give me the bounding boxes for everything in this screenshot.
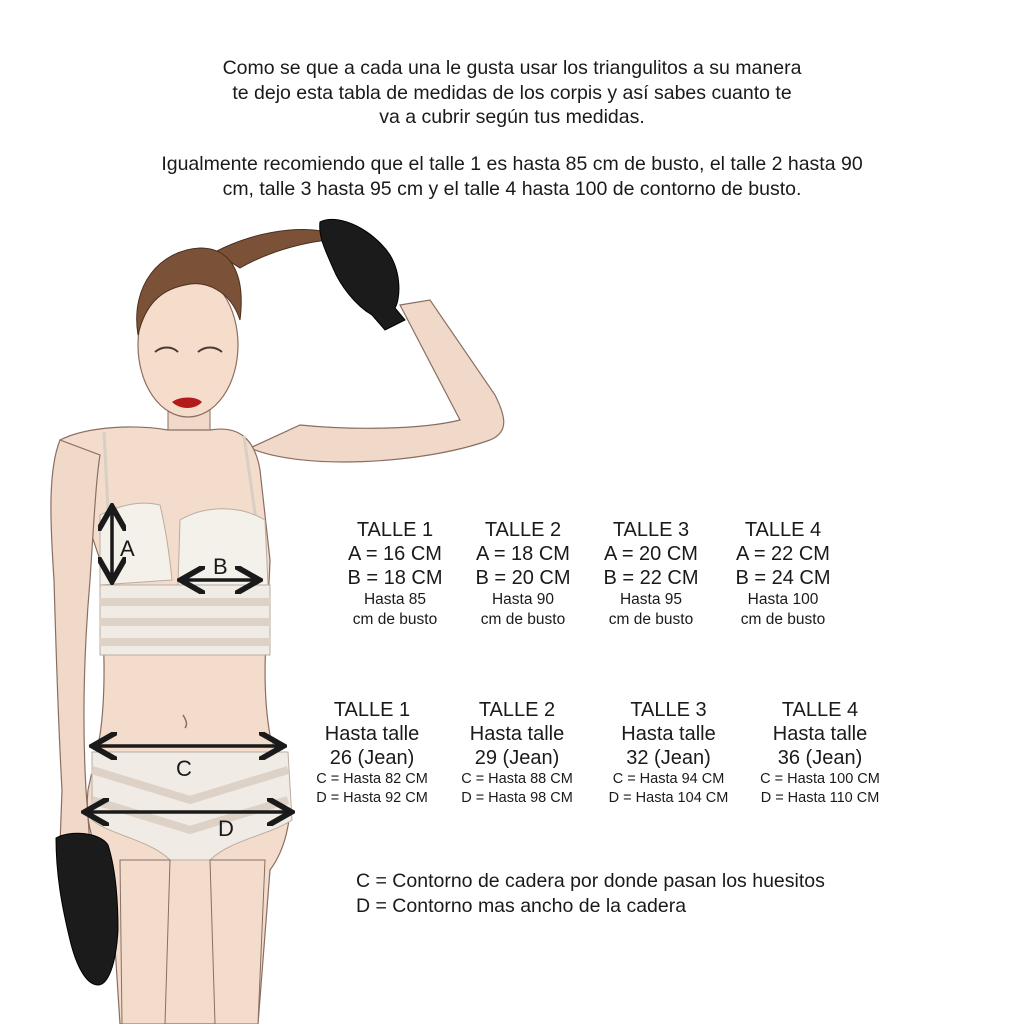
marker-d-label: D [218, 816, 234, 841]
intro-line: va a cubrir según tus medidas. [379, 106, 645, 128]
jean-size-value: 32 (Jean) [626, 747, 711, 769]
marker-c-label: C [176, 756, 192, 781]
measure-d-value: D = Hasta 92 CM [316, 790, 428, 806]
top-size-column-2 [463, 518, 583, 630]
jean-size-value: 36 (Jean) [777, 747, 863, 769]
measure-d-value: D = Hasta 110 CM [760, 790, 880, 806]
legend-c: C = Contorno de cadera por donde pasan los huesitos [356, 870, 825, 892]
intro-line: te dejo esta tabla de medidas de los corpis y así sabes cuanto te [232, 81, 792, 104]
legend-d: D = Contorno mas ancho de la cadera [356, 894, 687, 917]
bottom-size-column-1 [302, 698, 442, 808]
raised-arm [250, 300, 504, 462]
jean-size-value: 29 (Jean) [474, 747, 560, 769]
measure-a-value: A = 20 CM [604, 543, 698, 565]
raised-glove [320, 219, 405, 330]
lower-glove [56, 833, 118, 985]
measure-b-value: B = 18 CM [347, 567, 443, 589]
top-size-column-3 [591, 518, 711, 630]
measure-a-value: A = 22 CM [736, 543, 830, 565]
measure-d-value: D = Hasta 104 CM [608, 790, 729, 806]
bust-note: Hasta 95 [619, 591, 683, 608]
size-title: TALLE 3 [612, 519, 690, 541]
measure-c-value: C = Hasta 100 CM [760, 771, 880, 787]
top-size-column-4 [723, 518, 843, 630]
jean-size-line: Hasta talle [469, 723, 565, 745]
left-leg [120, 860, 170, 1024]
bust-note: cm de busto [480, 611, 566, 628]
measure-b-value: B = 20 CM [475, 567, 571, 589]
bust-note: Hasta 85 [363, 591, 427, 608]
top-size-column-1 [335, 518, 455, 630]
recommendation-paragraph [0, 152, 1024, 201]
measurement-legend [356, 869, 825, 918]
recommendation-line: cm, talle 3 hasta 95 cm y el talle 4 hasta 100 de contorno de busto. [222, 177, 802, 200]
size-title: TALLE 1 [333, 699, 411, 721]
jean-size-line: Hasta talle [621, 723, 716, 745]
bust-note: cm de busto [740, 611, 826, 628]
intro-paragraph [0, 56, 1024, 130]
marker-b-label: B [213, 554, 228, 579]
measure-b-value: B = 24 CM [735, 567, 831, 589]
jean-size-line: Hasta talle [772, 723, 868, 745]
bottom-size-column-4 [746, 698, 894, 808]
recommendation-line: Igualmente recomiendo que el talle 1 es hasta 85 cm de busto, el talle 2 hasta 90 [161, 153, 863, 175]
measure-b-value: B = 22 CM [603, 567, 699, 589]
intro-line: Como se que a cada una le gusta usar los triangulitos a su manera [222, 57, 802, 79]
bust-note: cm de busto [608, 611, 694, 628]
measure-c-value: C = Hasta 94 CM [612, 771, 725, 787]
size-title: TALLE 4 [781, 699, 859, 721]
measure-c-value: C = Hasta 88 CM [461, 771, 573, 787]
size-title: TALLE 2 [484, 519, 562, 541]
measure-a-value: A = 16 CM [348, 543, 442, 565]
measure-a-value: A = 18 CM [476, 543, 570, 565]
size-title: TALLE 3 [630, 699, 707, 721]
measure-c-value: C = Hasta 82 CM [316, 771, 428, 787]
size-title: TALLE 1 [356, 519, 434, 541]
bottom-size-column-2 [447, 698, 587, 808]
jean-size-value: 26 (Jean) [329, 747, 415, 769]
bottom-size-column-3 [596, 698, 741, 808]
jean-size-line: Hasta talle [324, 723, 420, 745]
size-title: TALLE 4 [744, 519, 822, 541]
bust-note: Hasta 100 [747, 591, 819, 608]
right-leg [210, 860, 265, 1024]
measure-d-value: D = Hasta 98 CM [461, 790, 573, 806]
marker-a-label: A [120, 536, 135, 561]
bust-note: Hasta 90 [491, 591, 555, 608]
size-title: TALLE 2 [478, 699, 556, 721]
bust-note: cm de busto [352, 611, 438, 628]
